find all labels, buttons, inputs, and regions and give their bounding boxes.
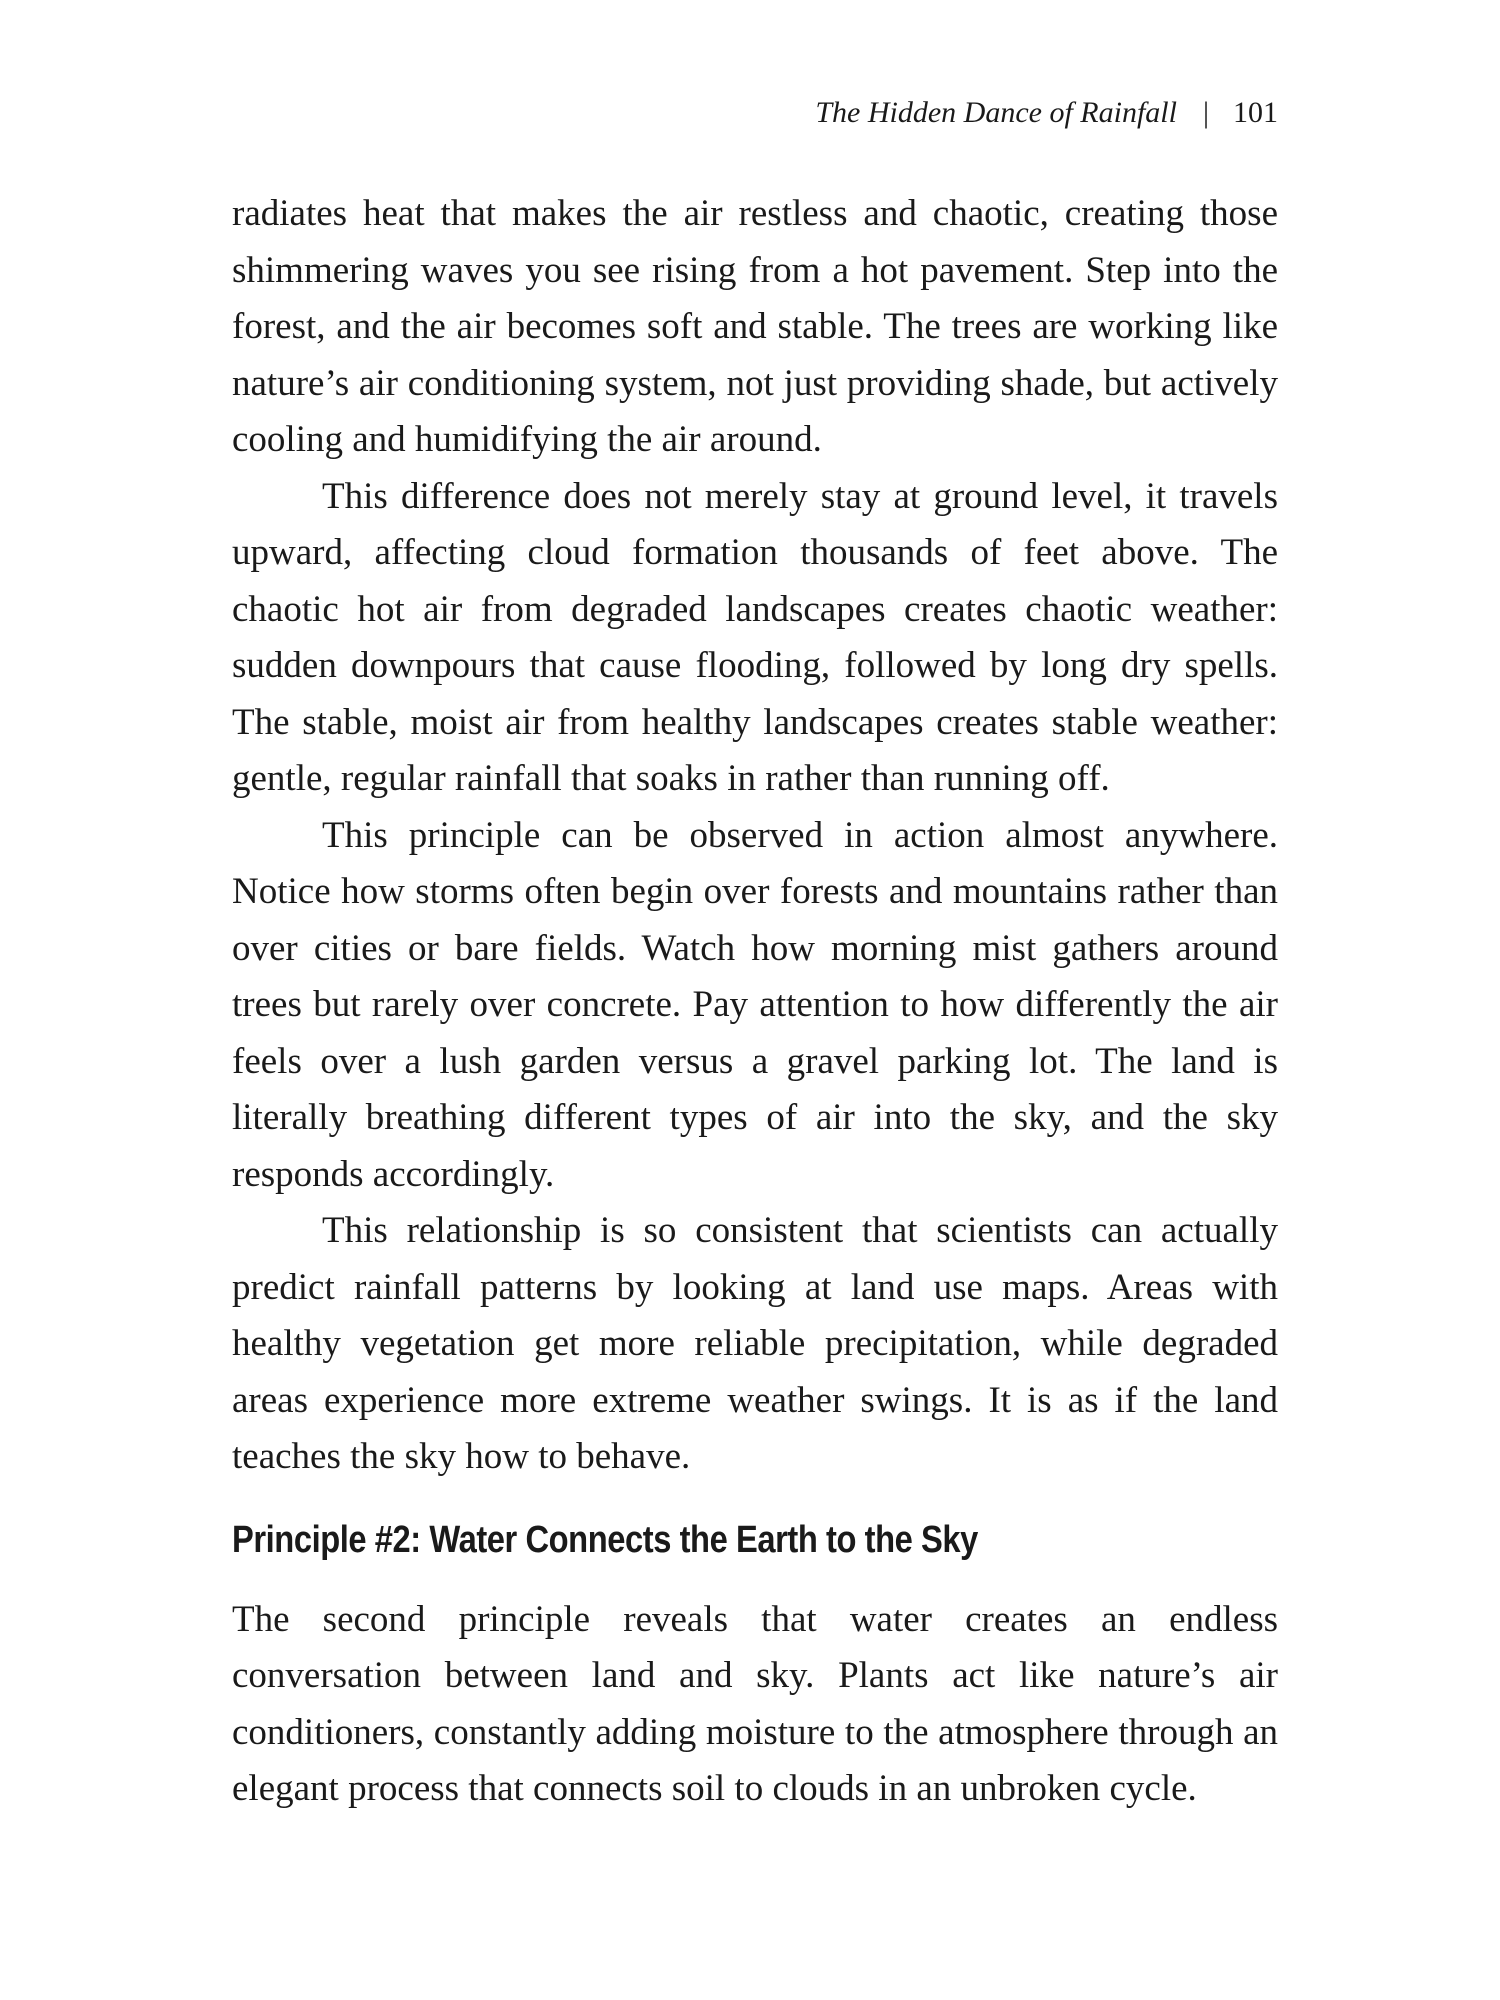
paragraph-ground-level: This difference does not merely stay at ground level, it travels upward, affecting cloud formation thousands of feet above. The chaotic hot air from degraded landscapes creates chaotic weather: sudden downpours that cause flooding, followed by long dry spells. The stable, moist air from healthy landscapes creates stable weather: gentle, regular rainfall that soaks in rather than running off. <box>232 475 1278 799</box>
paragraph-second-principle: The second principle reveals that water creates an endless conversation between land and sky. Plants act like nature’s air conditioners, constantly adding moisture to the atmosphere through an elegant process that connects soil to clouds in an unbroken cycle. <box>232 1598 1278 1809</box>
running-header <box>232 96 1278 142</box>
paragraph-observation: This principle can be observed in action almost anywhere. Notice how storms often begin over forests and mountains rather than over cities or bare fields. Watch how morning mist gathers around trees but rarely over concrete. Pay attention to how differently the air feels over a lush garden versus a gravel parking lot. The land is literally breathing different types of air into the sky, and the sky responds accordingly. <box>232 814 1278 1195</box>
section-heading: Principle #2: Water Connects the Earth to the Sky <box>232 1518 978 1561</box>
page-number: 101 <box>1233 96 1278 129</box>
paragraph-prediction: This relationship is so consistent that scientists can actually predict rainfall patterns by looking at land use maps. Areas with healthy vegetation get more reliable precipitation, while degraded areas experience more extreme weather swings. It is as if the land teaches the sky how to behave. <box>232 1210 1278 1477</box>
paragraph-continued: radiates heat that makes the air restless and chaotic, creating those shimmering waves you see rising from a hot pavement. Step into the forest, and the air becomes soft and stable. The trees are working like nature’s air conditioning system, not just providing shade, but actively cooling and humidifying the air around. <box>232 193 1278 460</box>
running-title: The Hidden Dance of Rainfall <box>815 96 1177 129</box>
header-separator: | <box>1202 96 1209 129</box>
